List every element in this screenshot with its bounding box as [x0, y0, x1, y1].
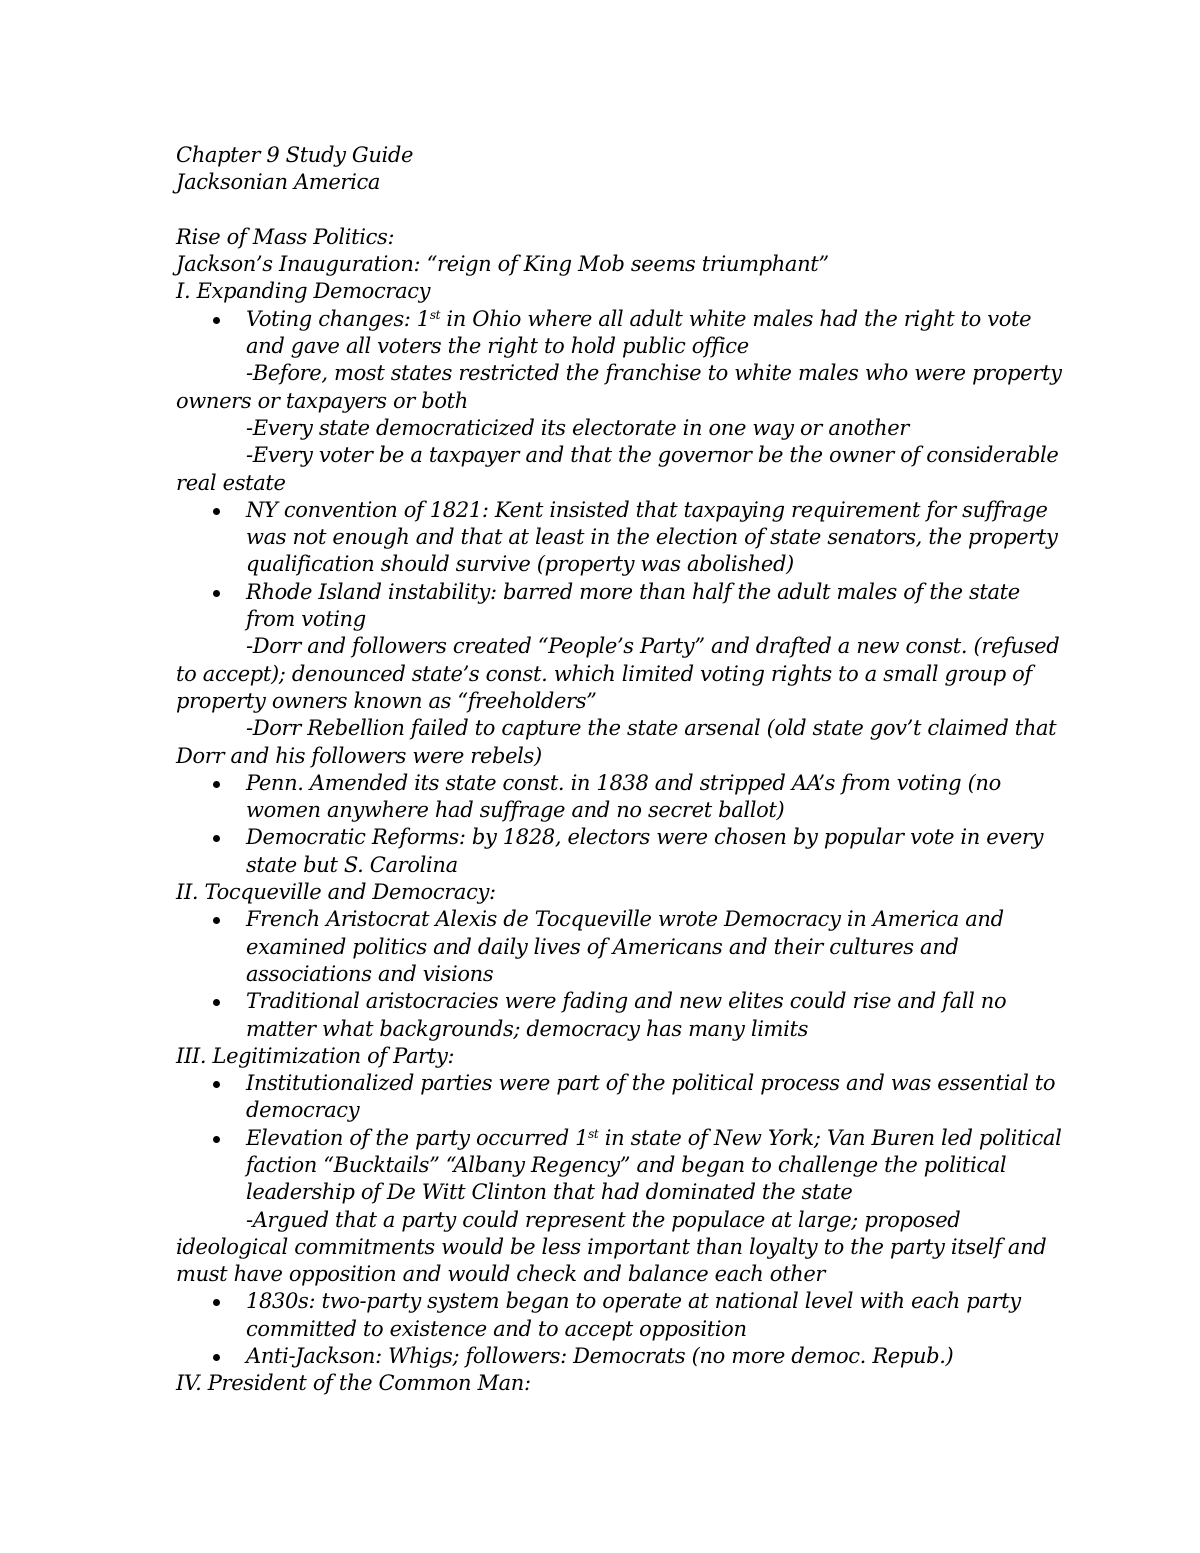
note-line: property owners known as “freeholders” [176, 688, 597, 713]
bullet-line: state but S. Carolina [246, 852, 458, 877]
bullet-text: in state of New York; Van Buren led political [598, 1125, 1062, 1150]
note-line: to accept); denounced state’s const. which limited voting rights to a small group of [176, 661, 1032, 686]
note-line: -Every state democraticized its electorate in one way or another [246, 415, 909, 440]
note-item [176, 715, 1057, 770]
bullet-item [176, 824, 1044, 879]
note-item [176, 633, 1060, 715]
bullet-line: women anywhere had suffrage and no secret ballot) [246, 798, 785, 823]
intro-heading: Rise of Mass Politics: [176, 224, 395, 249]
bullet-icon [213, 508, 220, 515]
bullet-text: Voting changes: 1 [246, 306, 430, 331]
ordinal-superscript: st [429, 307, 441, 322]
bullet-icon [213, 999, 220, 1006]
note-line: -Every voter be a taxpayer and that the governor be the owner of considerable [246, 443, 1059, 468]
bullet-line: French Aristocrat Alexis de Tocqueville wrote Democracy in America and [246, 907, 1004, 932]
note-item [176, 360, 1062, 415]
bullet-line: Anti-Jackson: Whigs; followers: Democrats (no more democ. Repub.) [246, 1344, 954, 1369]
note-line: -Dorr Rebellion failed to capture the state arsenal (old state gov’t claimed that [246, 716, 1057, 741]
bullet-line: Institutionalized parties were part of the political process and was essential to [246, 1071, 1056, 1096]
intro-quote: Jackson’s Inauguration: “reign of King Mob seems triumphant” [176, 252, 829, 277]
bullet-item [176, 579, 1036, 634]
bullet-line: Traditional aristocracies were fading and new elites could rise and fall no [246, 989, 1007, 1014]
note-line: -Dorr and followers created “People’s Party” and drafted a new const. (refused [246, 634, 1060, 659]
bullet-line: committed to existence and to accept opposition [246, 1316, 747, 1341]
bullet-item [176, 988, 1036, 1043]
note-line: -Argued that a party could represent the populace at large; proposed [246, 1207, 961, 1232]
bullet-icon [213, 781, 220, 788]
bullet-item [176, 1070, 1056, 1125]
bullet-icon [213, 1299, 220, 1306]
bullet-item [176, 1343, 1036, 1370]
section-heading: I. Expanding Democracy [176, 279, 431, 304]
note-line: -Before, most states restricted the franchise to white males who were property [246, 361, 1062, 386]
note-item [176, 415, 1036, 442]
bullet-line: democracy [246, 1098, 360, 1123]
section-heading: III. Legitimization of Party: [176, 1043, 455, 1068]
bullet-line: associations and visions [246, 961, 494, 986]
bullet-line: Penn. Amended its state const. in 1838 and stripped AA’s from voting (no [246, 770, 1001, 795]
bullet-item [176, 906, 1036, 988]
section-heading: IV. President of the Common Man: [176, 1371, 531, 1396]
section-heading: II. Tocqueville and Democracy: [176, 880, 496, 905]
bullet-text: in Ohio where all adult white males had the right to vote [440, 306, 1032, 331]
bullet-icon [213, 1354, 220, 1361]
bullet-line: matter what backgrounds; democracy has many limits [246, 1016, 808, 1041]
note-line: must have opposition and would check and balance each other [176, 1262, 826, 1287]
bullet-item [176, 306, 1036, 361]
bullet-line: and gave all voters the right to hold public office [246, 334, 749, 359]
bullet-icon [213, 1136, 220, 1143]
document-title: Chapter 9 Study Guide [176, 143, 414, 167]
bullet-icon [213, 917, 220, 924]
ordinal-superscript: st [588, 1126, 599, 1141]
bullet-icon [213, 1081, 220, 1088]
bullet-line [246, 1125, 1062, 1152]
bullet-line: from voting [246, 607, 366, 632]
document-body [176, 142, 1062, 1398]
bullet-line: Democratic Reforms: by 1828, electors were chosen by popular vote in every [246, 825, 1044, 850]
bullet-item [176, 1125, 1062, 1207]
document-subtitle: Jacksonian America [176, 170, 381, 195]
bullet-item [176, 1288, 1036, 1343]
note-line: ideological commitments would be less important than loyalty to the party itself and [176, 1234, 1047, 1259]
bullet-icon [213, 835, 220, 842]
note-item [176, 1207, 1047, 1289]
bullet-line: Rhode Island instability: barred more than half the adult males of the state [246, 579, 1020, 604]
note-line: owners or taxpayers or both [176, 388, 468, 413]
note-line: Dorr and his followers were rebels) [176, 743, 542, 768]
bullet-item [176, 497, 1058, 579]
note-item [176, 442, 1059, 497]
bullet-line: examined politics and daily lives of Americans and their cultures and [246, 934, 959, 959]
bullet-icon [213, 317, 220, 324]
bullet-line: 1830s: two-party system began to operate at national level with each party [246, 1289, 1021, 1314]
note-line: real estate [176, 470, 286, 495]
bullet-icon [213, 590, 220, 597]
bullet-line [246, 306, 1036, 333]
bullet-line: was not enough and that at least in the election of state senators, the property [246, 525, 1058, 550]
bullet-line: faction “Bucktails” “Albany Regency” and began to challenge the political [246, 1152, 1007, 1177]
bullet-item [176, 770, 1036, 825]
bullet-text: Elevation of the party occurred 1 [246, 1125, 589, 1150]
bullet-line: leadership of De Witt Clinton that had dominated the state [246, 1180, 853, 1205]
bullet-line: NY convention of 1821: Kent insisted that taxpaying requirement for suffrage [246, 497, 1048, 522]
bullet-line: qualification should survive (property was abolished) [246, 552, 794, 577]
spacer [176, 197, 1036, 224]
